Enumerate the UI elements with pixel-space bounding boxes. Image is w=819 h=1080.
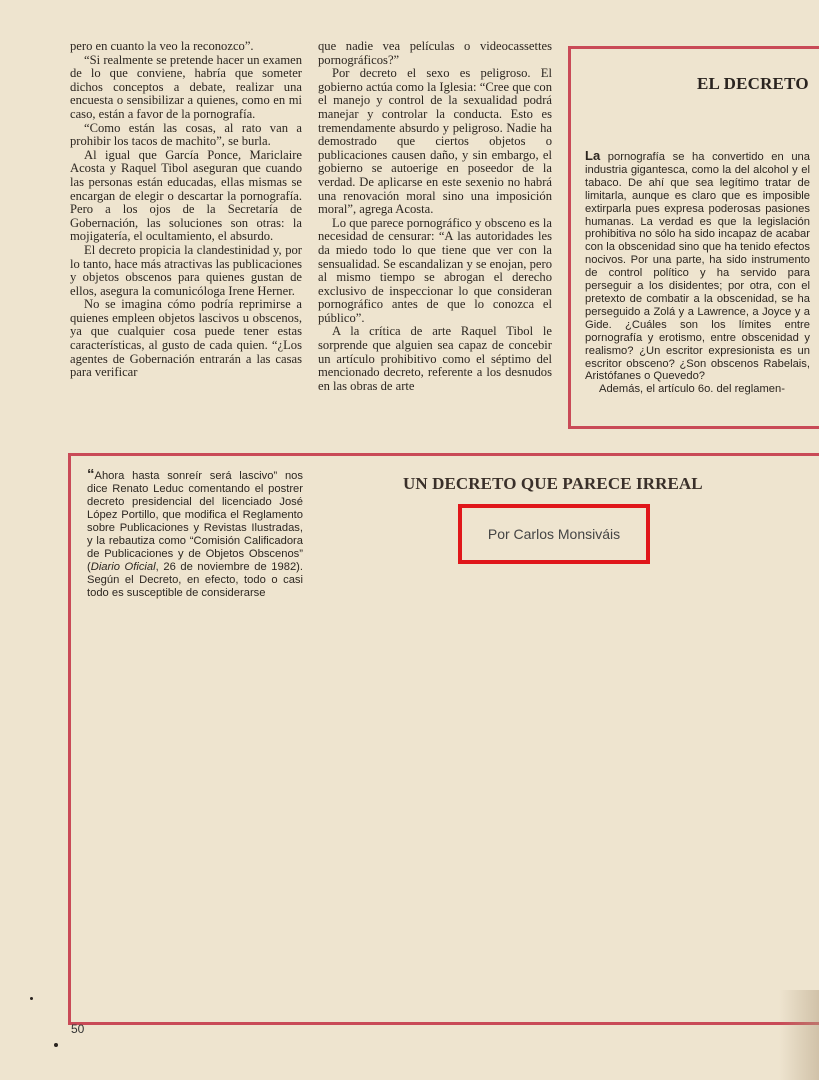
paragraph: que nadie vea películas o videocassettes pornográficos?” — [318, 39, 552, 67]
lead-text-2: , 26 de noviembre de 1982). Según el Decreto, en efecto, todo o casi todo es susceptible de considerarse — [87, 561, 303, 599]
print-speck — [30, 997, 33, 1000]
feature-title: UN DECRETO QUE PARECE IRREAL — [403, 474, 703, 493]
page-edge-shadow — [779, 990, 819, 1080]
article-column-2 — [318, 40, 552, 393]
lead-text-1: Ahora hasta sonreír será lascivo” nos dice Renato Leduc comentando el postrer decreto presidencial del licenciado José López Portillo, que modifica el Reglamento sobre Publicaciones y Revistas Ilustradas, y la rebautiza como “Comisión Calificadora de Publicaciones y de Objetos Obscenos” ( — [87, 470, 303, 573]
paragraph: Por decreto el sexo es peligroso. El gobierno actúa como la Iglesia: “Cree que con el manejo y control de la sexualidad podrá manejar y controlar la conducta. Esto es tremendamente absurdo y peligroso. Nadie ha demostrado que ciertos objetos o publicaciones causen daño, y sin embargo, el gobierno se autoerige en poseedor de la verdad. De aplicarse en este sexenio no habrá una renovación moral sino una imposición moral”, agrega Acosta. — [318, 66, 552, 217]
feature-lead — [87, 468, 303, 600]
paragraph: A la crítica de arte Raquel Tibol le sorprende que alguien sea capaz de concebir un artículo prohibitivo como el séptimo del mencionado decreto, referente a los desnudos en las obras de arte — [318, 324, 552, 393]
lead-quote-mark: “ — [87, 466, 95, 483]
paragraph: Al igual que García Ponce, Mariclaire Acosta y Raquel Tibol aseguran que cuando las personas están educadas, ellas mismas se encargan de elegir o descartar la pornografía. Pero a los ojos de la Secretaría de Gobernación, las soluciones son otras: la mojigatería, el ocultamiento, el absurdo. — [70, 147, 302, 244]
paragraph: “Como están las cosas, al rato van a prohibir los tacos de machito”, se burla. — [70, 120, 302, 149]
paragraph: El decreto propicia la clandestinidad y, por lo tanto, hace más atractivas las publicaciones y objetos obscenos para quienes gustan de ellos, asegura la comunicóloga Irene Herner. — [70, 242, 302, 298]
sidebar-text-continued: Además, el artículo 6o. del reglamen- — [599, 383, 785, 396]
sidebar-dropcap: La — [585, 148, 601, 163]
lead-italic: Diario Oficial — [90, 561, 156, 573]
byline: Por Carlos Monsiváis — [458, 504, 650, 564]
sidebar-title: EL DECRETO — [697, 74, 809, 93]
print-speck — [54, 1043, 58, 1047]
paragraph: No se imagina cómo podría reprimirse a quienes empleen objetos lascivos u obscenos, ya que cualquier cosa puede tener estas características, al gusto de cada quien. “¿Los agentes de Gobernación entrarán a las casas para verificar — [70, 297, 302, 380]
page-number: 50 — [71, 1022, 85, 1036]
sidebar-body — [585, 150, 810, 396]
paragraph: pero en cuanto la veo la reconozco”. — [70, 39, 254, 53]
paragraph: Lo que parece pornográfico y obsceno es la necesidad de censurar: “A las autoridades les da miedo todo lo que tiene que ver con la sensualidad. Se escandalizan y se enojan, pero al mismo tiempo se abrogan el derecho exclusivo de inspeccionar lo que consideran pornográfico antes de que lo conozca el público”. — [318, 215, 552, 325]
sidebar-text: pornografía se ha convertido en una industria gigantesca, como la del alcohol y el tabaco. De ahí que sea legítimo tratar de limitarla, aunque es claro que es imposible extirparla pues expresa poderosas pasiones humanas. La verdad es que la legislación prohibitiva no sólo ha sido incapaz de acabar con la obscenidad sino que ha tenido efectos nocivos. Por una parte, ha sido instrumento de control político y ha servido para perseguir a los disidentes; por otra, con el pretexto de combatir a la obscenidad, se ha perseguido a Zolá y a Lawrence, a Joyce y a Gide. ¿Cuáles son los límites entre pornografía y erotismo, entre obscenidad y realismo? ¿Un escritor expresionista es un escritor obsceno? ¿Son obscenos Rabelais, Aristófanes o Quevedo? — [585, 151, 810, 383]
article-column-1 — [70, 40, 302, 380]
paragraph: “Si realmente se pretende hacer un examen de lo que conviene, habría que someter dichos conceptos a debate, realizar una encuesta o sensibilizar a quienes, como en mi caso, están a favor de la pornografía. — [70, 52, 302, 121]
